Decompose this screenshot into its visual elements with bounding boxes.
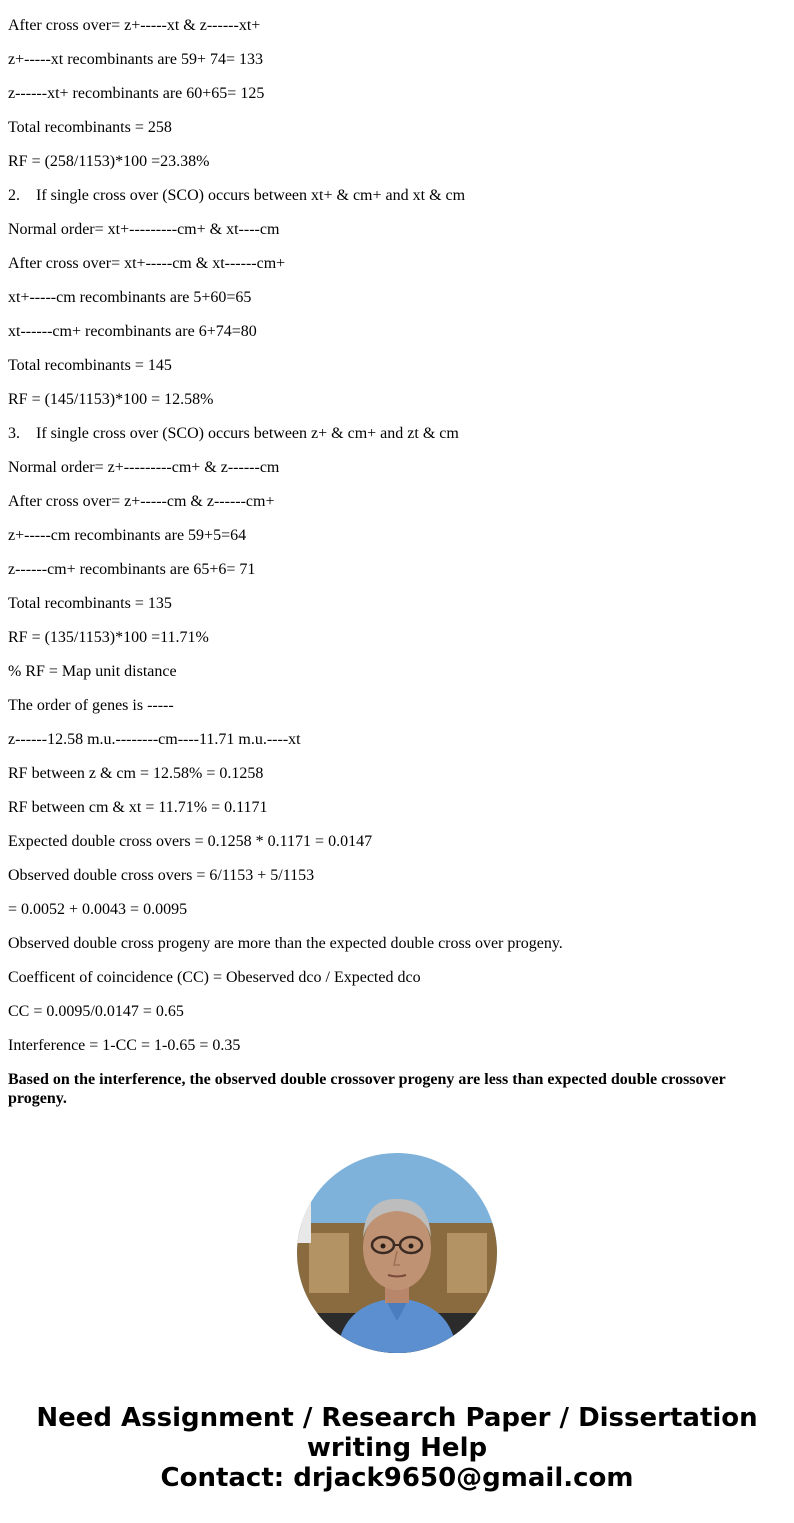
text-line: xt+-----cm recombinants are 5+60=65 (8, 289, 252, 306)
text-line: After cross over= z+-----cm & z------cm+ (8, 493, 275, 510)
text-line: % RF = Map unit distance (8, 663, 177, 680)
text-line: Coefficent of coincidence (CC) = Obeserved dco / Expected dco (8, 969, 421, 986)
text-line: z------cm+ recombinants are 65+6= 71 (8, 561, 256, 578)
text-line: Interference = 1-CC = 1-0.65 = 0.35 (8, 1037, 241, 1054)
text-line: RF = (135/1153)*100 =11.71% (8, 629, 209, 646)
text-line: xt------cm+ recombinants are 6+74=80 (8, 323, 257, 340)
avatar-wall-switch (297, 1193, 311, 1243)
text-line: Total recombinants = 135 (8, 595, 172, 612)
text-line: z------12.58 m.u.--------cm----11.71 m.u.----xt (8, 731, 301, 748)
text-line: Observed double cross progeny are more than the expected double cross over progeny. (8, 935, 563, 952)
numbered-step: 2. If single cross over (SCO) occurs between xt+ & cm+ and xt & cm (8, 187, 466, 204)
text-line: Normal order= xt+---------cm+ & xt----cm (8, 221, 280, 238)
conclusion-text: Based on the interference, the observed double crossover progeny are less than expected double crossover progeny. (8, 1071, 726, 1107)
avatar-portrait (297, 1153, 497, 1353)
footer-line-2: writing Help (306, 1433, 488, 1463)
solution-text (8, 16, 786, 1123)
text-line: RF between cm & xt = 11.71% = 0.1171 (8, 799, 268, 816)
promo-footer (0, 1403, 794, 1493)
text-line: Total recombinants = 258 (8, 119, 172, 136)
text-line: Normal order= z+---------cm+ & z------cm (8, 459, 280, 476)
text-line: = 0.0052 + 0.0043 = 0.0095 (8, 901, 188, 918)
text-line: Observed double cross overs = 6/1153 + 5/1153 (8, 867, 315, 884)
footer-line-1: Need Assignment / Research Paper / Dissertation (36, 1403, 758, 1433)
text-line: After cross over= xt+-----cm & xt------cm+ (8, 255, 286, 272)
text-line: RF = (258/1153)*100 =23.38% (8, 153, 210, 170)
text-line: z------xt+ recombinants are 60+65= 125 (8, 85, 265, 102)
text-line: RF between z & cm = 12.58% = 0.1258 (8, 765, 264, 782)
text-line: z+-----xt recombinants are 59+ 74= 133 (8, 51, 263, 68)
footer-contact: Contact: drjack9650@gmail.com (160, 1463, 634, 1493)
avatar-eye-right (409, 1244, 414, 1249)
text-line: CC = 0.0095/0.0147 = 0.65 (8, 1003, 184, 1020)
text-line: Total recombinants = 145 (8, 357, 172, 374)
numbered-step: 3. If single cross over (SCO) occurs between z+ & cm+ and zt & cm (8, 425, 459, 442)
text-line: Expected double cross overs = 0.1258 * 0.1171 = 0.0147 (8, 833, 373, 850)
text-line: After cross over= z+-----xt & z------xt+ (8, 17, 261, 34)
text-line: z+-----cm recombinants are 59+5=64 (8, 527, 247, 544)
avatar-eye-left (381, 1244, 386, 1249)
text-line: RF = (145/1153)*100 = 12.58% (8, 391, 214, 408)
text-line: The order of genes is ----- (8, 697, 174, 714)
avatar-carving-right (447, 1233, 487, 1293)
avatar-carving-left (309, 1233, 349, 1293)
author-avatar (297, 1153, 497, 1353)
